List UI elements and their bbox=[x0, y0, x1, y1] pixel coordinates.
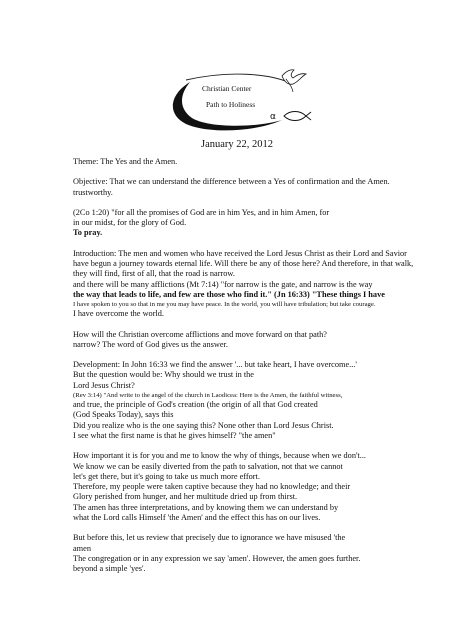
development-line-6: (God Speaks Today), says this bbox=[73, 410, 174, 420]
overcome-line: I have overcome the world. bbox=[73, 309, 164, 319]
logo-line-2: Path to Holiness bbox=[206, 100, 256, 109]
verse-line-2: in our midst, for the glory of God. bbox=[73, 218, 187, 228]
review-line-3: The congregation or in any expression we say 'amen'. However, the amen goes further. bbox=[73, 553, 361, 563]
importance-line-4: Therefore, my people were taken captive because they had no knowledge; and their bbox=[73, 482, 351, 492]
introduction-bold-line: the way that leads to life, and few are those who find it." (Jn 16:33) "These things I have bbox=[73, 289, 385, 299]
theme-line: Theme: The Yes and the Amen. bbox=[73, 157, 178, 166]
introduction-small-line: I have spoken to you so that in me you may have peace. In the world, you will have tribulation; but take courage. bbox=[73, 301, 376, 309]
development-line-5: and true, the principle of God's creation (the origin of all that God created bbox=[73, 400, 318, 410]
document-body bbox=[73, 157, 418, 575]
development-line-3: Lord Jesus Christ? bbox=[73, 380, 135, 390]
introduction-mt-line: and there will be many afflictions (Mt 7:14) "for narrow is the gate, and narrow is the way bbox=[73, 279, 373, 289]
importance-line-5: Glory perished from hunger, and her multitude dried up from thirst. bbox=[73, 492, 298, 502]
review-line-2: amen bbox=[73, 543, 91, 553]
fish-icon bbox=[284, 112, 311, 121]
review-line-4: beyond a simple 'yes'. bbox=[73, 564, 146, 574]
importance-line-6: The amen has three interpretations, and by knowing them we can understand by bbox=[73, 502, 339, 512]
verse-line-1: (2Co 1:20) "for all the promises of God are in him Yes, and in him Amen, for bbox=[73, 207, 330, 217]
development-line-7: Did you realize who is the one saying this? None other than Lord Jesus Christ. bbox=[73, 420, 334, 430]
importance-line-7: what the Lord calls Himself 'the Amen' and the effect this has on our lives. bbox=[73, 513, 321, 523]
development-line-8: I see what the first name is that he gives himself? "the amen" bbox=[73, 430, 276, 440]
logo-swoosh-graphic bbox=[160, 62, 320, 134]
development-line-2: But the question would be: Why should we trust in the bbox=[73, 370, 254, 380]
development-line-1: Development: In John 16:33 we find the answer '... but take heart, I have overcome...' bbox=[73, 360, 357, 370]
logo-line-1: Christian Center bbox=[202, 84, 252, 93]
review-line-1: But before this, let us review that precisely due to ignorance we have misused 'the bbox=[73, 533, 346, 543]
introduction-paragraph: Introduction: The men and women who have received the Lord Jesus Christ as their Lord and Savior have begun a journey towards eternal life. Will there be any of those here? And therefore, in that walk, they will find, first of all, that the road is narrow. bbox=[73, 248, 414, 279]
alpha-omega-symbol: α bbox=[270, 112, 276, 122]
pray-line: To pray. bbox=[73, 228, 103, 238]
question-line-2: narrow? The word of God gives us the answer. bbox=[73, 339, 228, 349]
document-date: January 22, 2012 bbox=[200, 139, 274, 150]
development-line-4: (Rev 3:14) "And write to the angel of the church in Laodicea: Here is the Amen, the faithful witness, bbox=[73, 392, 343, 400]
importance-line-2: We know we can be easily diverted from the path to salvation, not that we cannot bbox=[73, 461, 343, 471]
importance-line-3: let's get there, but it's going to take us much more effort. bbox=[73, 471, 260, 481]
importance-line-1: How important it is for you and me to know the why of things, because when we don't... bbox=[73, 451, 366, 461]
objective-paragraph: Objective: That we can understand the difference between a Yes of confirmation and the Amen. trustworthy. bbox=[73, 177, 390, 197]
dove-icon bbox=[282, 70, 306, 92]
question-line-1: How will the Christian overcome afflictions and move forward on that path? bbox=[73, 329, 327, 339]
ministry-logo bbox=[160, 62, 320, 134]
